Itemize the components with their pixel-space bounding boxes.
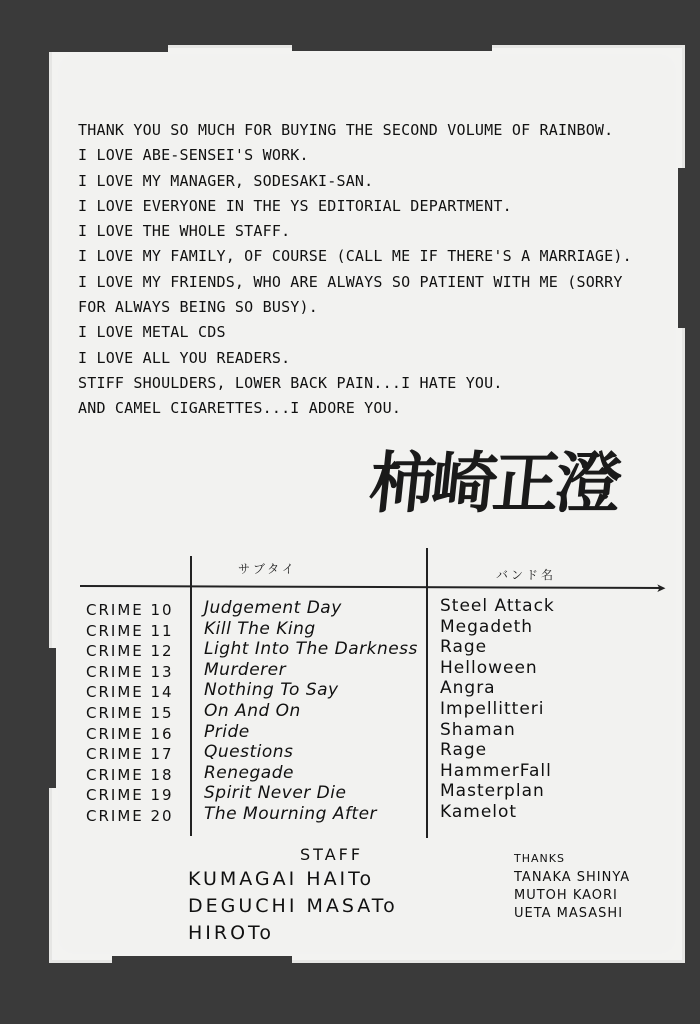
- band-name: Steel Attack: [440, 596, 555, 616]
- message-line: FOR ALWAYS BEING SO BUSY).: [78, 298, 318, 317]
- chapter-number: CRIME 16: [86, 724, 174, 743]
- chapter-number: CRIME 10: [86, 601, 174, 619]
- band-name: Rage: [440, 740, 488, 761]
- chapter-subtitle: On And On: [204, 701, 301, 721]
- table-divider: [80, 585, 662, 589]
- author-signature: 柿崎正澄: [365, 444, 622, 522]
- message-line: I LOVE EVERYONE IN THE YS EDITORIAL DEPARTMENT.: [78, 196, 512, 215]
- band-name: Kamelot: [440, 802, 518, 822]
- chapter-subtitle: Questions: [204, 742, 294, 763]
- chapter-subtitle: Renegade: [204, 762, 294, 783]
- message-line: I LOVE MY FRIENDS, WHO ARE ALWAYS SO PATIENT WITH ME (SORRY: [78, 272, 623, 291]
- chapter-subtitle: Light Into The Darkness: [204, 639, 418, 660]
- band-name: Megadeth: [440, 616, 534, 637]
- message-line: I LOVE ABE-SENSEI'S WORK.: [78, 146, 309, 165]
- chapter-number: CRIME 13: [86, 662, 174, 681]
- chapter-number: CRIME 14: [86, 683, 174, 702]
- column-divider: [426, 548, 428, 838]
- chapter-subtitle: Murderer: [204, 659, 287, 680]
- message-line: STIFF SHOULDERS, LOWER BACK PAIN...I HATE YOU.: [78, 373, 503, 392]
- column-divider: [190, 556, 192, 836]
- chapter-number: CRIME 11: [86, 621, 174, 640]
- message-line: I LOVE THE WHOLE STAFF.: [78, 222, 291, 241]
- message-line: I LOVE MY FAMILY, OF COURSE (CALL ME IF THERE'S A MARRIAGE).: [78, 247, 632, 266]
- chapter-number: CRIME 20: [86, 807, 174, 825]
- paper-sheet: [52, 48, 682, 960]
- band-name: Masterplan: [440, 781, 545, 802]
- chapter-table: [52, 48, 682, 960]
- chapter-subtitle: Spirit Never Die: [204, 783, 347, 804]
- arrow-icon: ➤: [656, 581, 667, 595]
- chapter-number: CRIME 18: [86, 765, 174, 784]
- staff-member: DEGUCHI MASATo: [188, 895, 398, 917]
- band-name: Angra: [440, 678, 496, 699]
- chapter-number: CRIME 15: [86, 704, 174, 722]
- message-line: AND CAMEL CIGARETTES...I ADORE YOU.: [78, 399, 402, 418]
- band-name: HammerFall: [440, 760, 552, 781]
- chapter-subtitle: Nothing To Say: [204, 680, 339, 701]
- chapter-subtitle: Pride: [204, 721, 250, 742]
- thanks-title: THANKS: [514, 852, 565, 865]
- thanks-name: UETA MASASHI: [514, 906, 624, 921]
- thanks-name: TANAKA SHINYA: [514, 870, 631, 885]
- chapter-number: CRIME 19: [86, 786, 174, 805]
- staff-member: HIROTo: [188, 922, 275, 944]
- staff-member: KUMAGAI HAITo: [188, 868, 375, 890]
- column-header-band: バンド名: [496, 568, 557, 582]
- chapter-subtitle: Kill The King: [204, 618, 316, 639]
- thanks-name: MUTOH KAORI: [514, 888, 618, 903]
- band-name: Shaman: [440, 719, 516, 740]
- band-name: Helloween: [440, 657, 538, 678]
- chapter-number: CRIME 17: [86, 745, 174, 764]
- chapter-subtitle: The Mourning After: [204, 804, 378, 824]
- message-line: THANK YOU SO MUCH FOR BUYING THE SECOND VOLUME OF RAINBOW.: [78, 121, 614, 139]
- message-line: I LOVE MY MANAGER, SODESAKI-SAN.: [78, 171, 374, 190]
- message-line: I LOVE METAL CDS: [78, 323, 226, 342]
- message-line: I LOVE ALL YOU READERS.: [78, 348, 291, 367]
- column-header-subtitle: サブタイ: [238, 562, 297, 576]
- band-name: Impellitteri: [440, 699, 545, 719]
- band-name: Rage: [440, 637, 488, 658]
- chapter-number: CRIME 12: [86, 642, 174, 661]
- chapter-subtitle: Judgement Day: [204, 598, 342, 618]
- staff-title: STAFF: [300, 845, 364, 864]
